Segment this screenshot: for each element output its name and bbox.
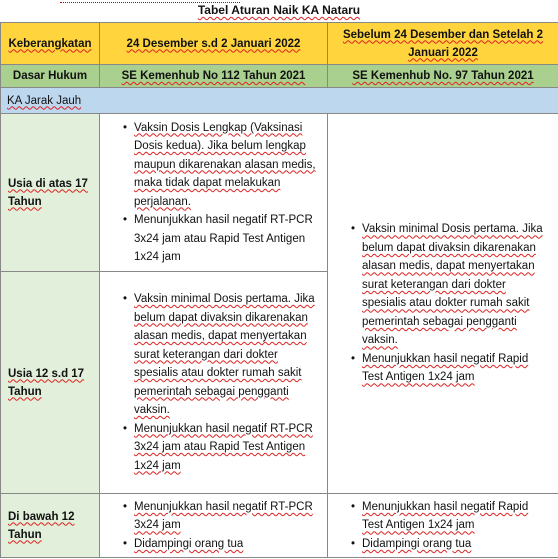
list-item: • Menunjukkan hasil negatif Rapid Test Antigen 1x24 jam bbox=[362, 498, 558, 535]
list-item: • Vaksin minimal Dosis pertama. Jika belum dapat divaksin dikarenakan alasan medis, dapat menyertakan surat keterangan dari dokter spesialis atau dokter rumah sakit pemerintah sebagai pengganti vaksin. bbox=[362, 220, 558, 350]
rules-table bbox=[0, 22, 558, 558]
list-item: • Didampingi orang tua bbox=[134, 535, 327, 554]
list-item: • Menunjukkan hasil negatif RT-PCR 3x24 jam atau Rapid Test Antigen 1x24 jam bbox=[134, 211, 327, 267]
dasar-hukum-row bbox=[1, 65, 558, 88]
merged-requirements-col3 bbox=[328, 114, 558, 494]
row-usia-17 bbox=[1, 114, 558, 272]
row-label-usia-12-17: Usia 12 s.d 17 Tahun bbox=[1, 272, 100, 494]
section-ka-jarak-jauh: KA Jarak Jauh bbox=[1, 88, 558, 114]
list-item: • Vaksin Dosis Lengkap (Vaksinasi Dosis kedua). Jika belum lengkap maupun dikarenakan alasan medis, maka tidak dapat melakukan perjalanan. bbox=[134, 119, 327, 212]
list-item: • Menunjukkan hasil negatif RT-PCR 3x24 jam bbox=[134, 498, 327, 535]
list-item: • Menunjukkan hasil negatif RT-PCR 3x24 jam atau Rapid Test Antigen 1x24 jam bbox=[134, 420, 327, 476]
row-bawah-12 bbox=[1, 494, 558, 558]
dasar-hukum-label: Dasar Hukum bbox=[1, 65, 100, 88]
list-item: • Menunjukkan hasil negatif Rapid Test Antigen 1x24 jam bbox=[362, 350, 558, 387]
dasar-hukum-se-97: SE Kemenhub No. 97 Tahun 2021 bbox=[328, 65, 558, 88]
header-keberangkatan: Keberangkatan bbox=[1, 23, 100, 65]
bawah12-requirements-col2 bbox=[100, 494, 328, 558]
page-title: Tabel Aturan Naik KA Nataru bbox=[197, 3, 361, 17]
list-item: • Didampingi orang tua bbox=[362, 535, 558, 554]
section-row bbox=[1, 88, 558, 114]
row-label-bawah-12: Di bawah 12 Tahun bbox=[1, 494, 100, 558]
dasar-hukum-se-112: SE Kemenhub No 112 Tahun 2021 bbox=[100, 65, 328, 88]
usia17-requirements bbox=[100, 114, 328, 272]
row-label-usia-17: Usia di atas 17 Tahun bbox=[1, 114, 100, 272]
header-row bbox=[1, 23, 558, 65]
bawah12-requirements-col3 bbox=[328, 494, 558, 558]
header-period-2: Sebelum 24 Desember dan Setelah 2 Januari 2022 bbox=[328, 23, 558, 65]
header-period-1: 24 Desember s.d 2 Januari 2022 bbox=[100, 23, 328, 65]
usia12-requirements bbox=[100, 272, 328, 494]
list-item: • Vaksin minimal Dosis pertama. Jika belum dapat divaksin dikarenakan alasan medis, dapat menyertakan surat keterangan dari dokter spesialis atau dokter rumah sakit pemerintah sebagai pengganti vaksin. bbox=[134, 290, 327, 420]
